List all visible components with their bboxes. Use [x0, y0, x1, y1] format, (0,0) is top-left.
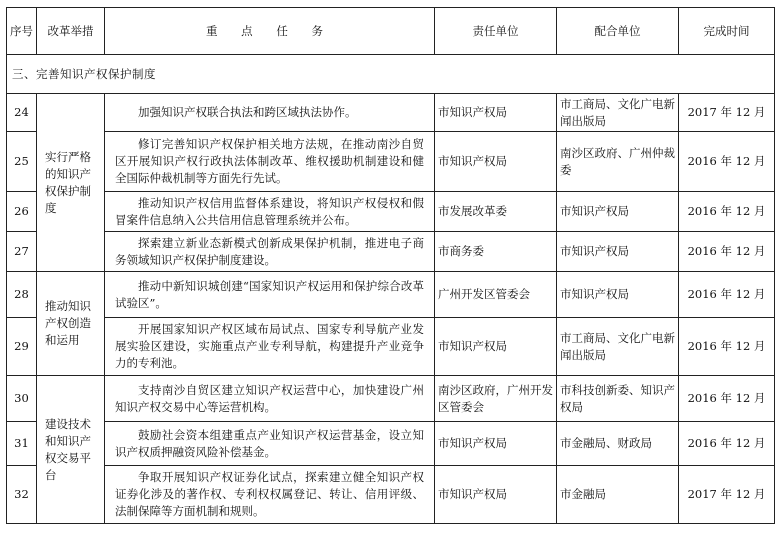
completion-time: 2016 年 12 月 [679, 132, 775, 192]
table-row [7, 376, 775, 422]
responsible-unit: 市知识产权局 [435, 94, 557, 132]
header-task: 重 点 任 务 [105, 8, 435, 55]
section-row [7, 55, 775, 94]
row-num: 27 [7, 232, 37, 272]
responsible-unit: 市知识产权局 [435, 132, 557, 192]
header-responsible-unit: 责任单位 [435, 8, 557, 55]
completion-time: 2017 年 12 月 [679, 94, 775, 132]
table-row [7, 318, 775, 376]
task-text: 支持南沙自贸区建立知识产权运营中心，加快建设广州知识产权交易中心等运营机构。 [105, 376, 435, 422]
completion-time: 2017 年 12 月 [679, 466, 775, 524]
cooperating-unit: 市工商局、文化广电新闻出版局 [557, 318, 679, 376]
table-row [7, 272, 775, 318]
row-num: 28 [7, 272, 37, 318]
table-row [7, 422, 775, 466]
completion-time: 2016 年 12 月 [679, 376, 775, 422]
cooperating-unit: 市金融局 [557, 466, 679, 524]
row-num: 30 [7, 376, 37, 422]
cooperating-unit: 市工商局、文化广电新闻出版局 [557, 94, 679, 132]
table-row [7, 132, 775, 192]
reform-measure: 推动知识产权创造和运用 [37, 272, 105, 376]
header-row [7, 8, 775, 55]
cooperating-unit: 市知识产权局 [557, 272, 679, 318]
responsible-unit: 市知识产权局 [435, 466, 557, 524]
responsible-unit: 南沙区政府，广州开发区管委会 [435, 376, 557, 422]
responsible-unit: 广州开发区管委会 [435, 272, 557, 318]
completion-time: 2016 年 12 月 [679, 422, 775, 466]
row-num: 32 [7, 466, 37, 524]
task-text: 加强知识产权联合执法和跨区域执法协作。 [105, 94, 435, 132]
cooperating-unit: 市科技创新委、知识产权局 [557, 376, 679, 422]
header-cooperating-unit: 配合单位 [557, 8, 679, 55]
cooperating-unit: 市金融局、财政局 [557, 422, 679, 466]
table-row [7, 466, 775, 524]
responsible-unit: 市知识产权局 [435, 422, 557, 466]
header-completion-time: 完成时间 [679, 8, 775, 55]
completion-time: 2016 年 12 月 [679, 318, 775, 376]
table-row [7, 94, 775, 132]
task-text: 争取开展知识产权证券化试点，探索建立健全知识产权证券化涉及的著作权、专利权权属登记、转让、信用评级、法制保障等方面机制和规则。 [105, 466, 435, 524]
task-text: 修订完善知识产权保护相关地方法规，在推动南沙自贸区开展知识产权行政执法体制改革、维权援助机制建设和健全国际仲裁机制等方面先行先试。 [105, 132, 435, 192]
reform-measure: 建设技术和知识产权交易平台 [37, 376, 105, 524]
row-num: 31 [7, 422, 37, 466]
task-text: 探索建立新业态新模式创新成果保护机制，推进电子商务领域知识产权保护制度建设。 [105, 232, 435, 272]
task-text: 开展国家知识产权区域布局试点、国家专利导航产业发展实验区建设，实施重点产业专利导航，构建提升产业竞争力的专利池。 [105, 318, 435, 376]
header-measure: 改革举措 [37, 8, 105, 55]
task-text: 鼓励社会资本组建重点产业知识产权运营基金，设立知识产权质押融资风险补偿基金。 [105, 422, 435, 466]
reform-task-table [6, 7, 775, 524]
completion-time: 2016 年 12 月 [679, 272, 775, 318]
table-row [7, 232, 775, 272]
task-text: 推动中新知识城创建“国家知识产权运用和保护综合改革试验区”。 [105, 272, 435, 318]
completion-time: 2016 年 12 月 [679, 232, 775, 272]
header-num: 序号 [7, 8, 37, 55]
reform-measure: 实行严格的知识产权保护制度 [37, 94, 105, 272]
row-num: 24 [7, 94, 37, 132]
cooperating-unit: 市知识产权局 [557, 232, 679, 272]
row-num: 29 [7, 318, 37, 376]
cooperating-unit: 市知识产权局 [557, 192, 679, 232]
task-text: 推动知识产权信用监督体系建设，将知识产权侵权和假冒案件信息纳入公共信用信息管理系统并公布。 [105, 192, 435, 232]
responsible-unit: 市发展改革委 [435, 192, 557, 232]
row-num: 25 [7, 132, 37, 192]
row-num: 26 [7, 192, 37, 232]
table-row [7, 192, 775, 232]
responsible-unit: 市商务委 [435, 232, 557, 272]
cooperating-unit: 南沙区政府、广州仲裁委 [557, 132, 679, 192]
responsible-unit: 市知识产权局 [435, 318, 557, 376]
completion-time: 2016 年 12 月 [679, 192, 775, 232]
section-title: 三、完善知识产权保护制度 [7, 55, 775, 94]
